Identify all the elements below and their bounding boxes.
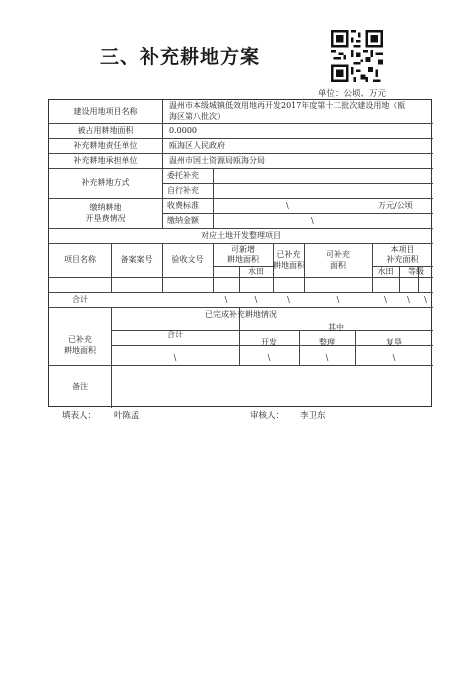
total-this-project: \ bbox=[384, 295, 387, 304]
completed-reclaim-label: 复垦 bbox=[386, 338, 402, 347]
reviewer-label: 审核人： bbox=[250, 411, 285, 421]
method-entrust: 委托补充 bbox=[167, 171, 199, 180]
completed-total-label: 合计 bbox=[167, 330, 183, 339]
col-available-cont: 面积 bbox=[330, 261, 346, 270]
fee-amount-label: 缴纳金额 bbox=[167, 216, 199, 225]
project-name-value-cont: 海区第八批次） bbox=[169, 112, 225, 121]
supplementary-farmland-table bbox=[48, 99, 432, 407]
completed-area-label-cont: 耕地面积 bbox=[64, 346, 96, 355]
total-this-paddy: \ bbox=[407, 295, 410, 304]
filler-label: 填表人： bbox=[62, 411, 97, 421]
col-supplemented-cont: 耕地面积 bbox=[273, 261, 305, 270]
fee-standard-label: 收费标准 bbox=[167, 201, 199, 210]
total-grade: \ bbox=[424, 295, 427, 304]
col-new-arable: 可新增 bbox=[231, 245, 255, 254]
completed-area-label: 已补充 bbox=[68, 335, 92, 344]
col-this-paddy: 水田 bbox=[377, 267, 394, 276]
reviewer-name: 李卫东 bbox=[300, 411, 326, 421]
col-this-project: 本项目 bbox=[390, 245, 415, 254]
occupied-area-label: 被占用耕地面积 bbox=[77, 126, 134, 135]
undertaking-unit-label: 补充耕地承担单位 bbox=[73, 156, 138, 165]
col-acceptance-no: 验收文号 bbox=[171, 255, 204, 264]
fee-label-cont: 开垦费情况 bbox=[85, 214, 126, 223]
completed-reclaim-value: \ bbox=[392, 353, 396, 362]
completed-among-label: 其中 bbox=[328, 323, 344, 332]
unit-label: 单位：公顷、万元 bbox=[318, 89, 387, 99]
total-label: 合计 bbox=[72, 295, 88, 304]
col-this-project-cont: 补充面积 bbox=[386, 255, 419, 264]
method-label: 补充耕地方式 bbox=[81, 178, 130, 187]
col-filing-no: 备案案号 bbox=[120, 255, 153, 264]
col-new-arable-cont: 耕地面积 bbox=[227, 255, 259, 264]
total-supplemented: \ bbox=[287, 295, 290, 304]
method-self: 自行补充 bbox=[167, 186, 199, 195]
completed-consolidate-value: \ bbox=[325, 353, 329, 362]
col-supplemented: 已补充 bbox=[276, 250, 301, 259]
completed-develop-value: \ bbox=[267, 353, 271, 362]
total-new-paddy: \ bbox=[254, 295, 258, 304]
project-name-value: 温州市本级城镇低效用地再开发2017年度第十二批次建设用地（瓯 bbox=[169, 101, 406, 110]
project-name-label: 建设用地项目名称 bbox=[73, 107, 138, 116]
responsible-unit-value: 瓯海区人民政府 bbox=[169, 141, 225, 150]
qr-code bbox=[331, 30, 383, 82]
undertaking-unit-value: 温州市国土资源局瓯海分局 bbox=[169, 156, 265, 165]
remarks-label: 备注 bbox=[72, 382, 88, 391]
fee-label: 缴纳耕地 bbox=[89, 203, 122, 212]
fee-amount-value: \ bbox=[311, 216, 314, 225]
completed-develop-label: 开发 bbox=[261, 338, 277, 347]
responsible-unit-label: 补充耕地责任单位 bbox=[73, 141, 138, 150]
section-completed-title: 已完成补充耕地情况 bbox=[205, 310, 277, 319]
col-project-name: 项目名称 bbox=[64, 255, 96, 264]
total-new-arable: \ bbox=[224, 295, 228, 304]
fee-standard-value: \ bbox=[286, 201, 289, 210]
occupied-area-value: 0.0000 bbox=[169, 126, 197, 135]
section-land-dev-title: 对应土地开发整理项目 bbox=[201, 231, 281, 240]
col-grade: 等级 bbox=[408, 267, 424, 276]
total-available: \ bbox=[336, 295, 340, 304]
completed-total-value: \ bbox=[173, 353, 177, 362]
fee-standard-unit: 万元/公顷 bbox=[378, 201, 413, 210]
page-title: 三、补充耕地方案 bbox=[100, 46, 261, 68]
col-available: 可补充 bbox=[326, 250, 350, 259]
col-new-paddy: 水田 bbox=[248, 267, 264, 276]
completed-consolidate-label: 整理 bbox=[319, 338, 335, 347]
filler-name: 叶陈孟 bbox=[114, 411, 140, 421]
